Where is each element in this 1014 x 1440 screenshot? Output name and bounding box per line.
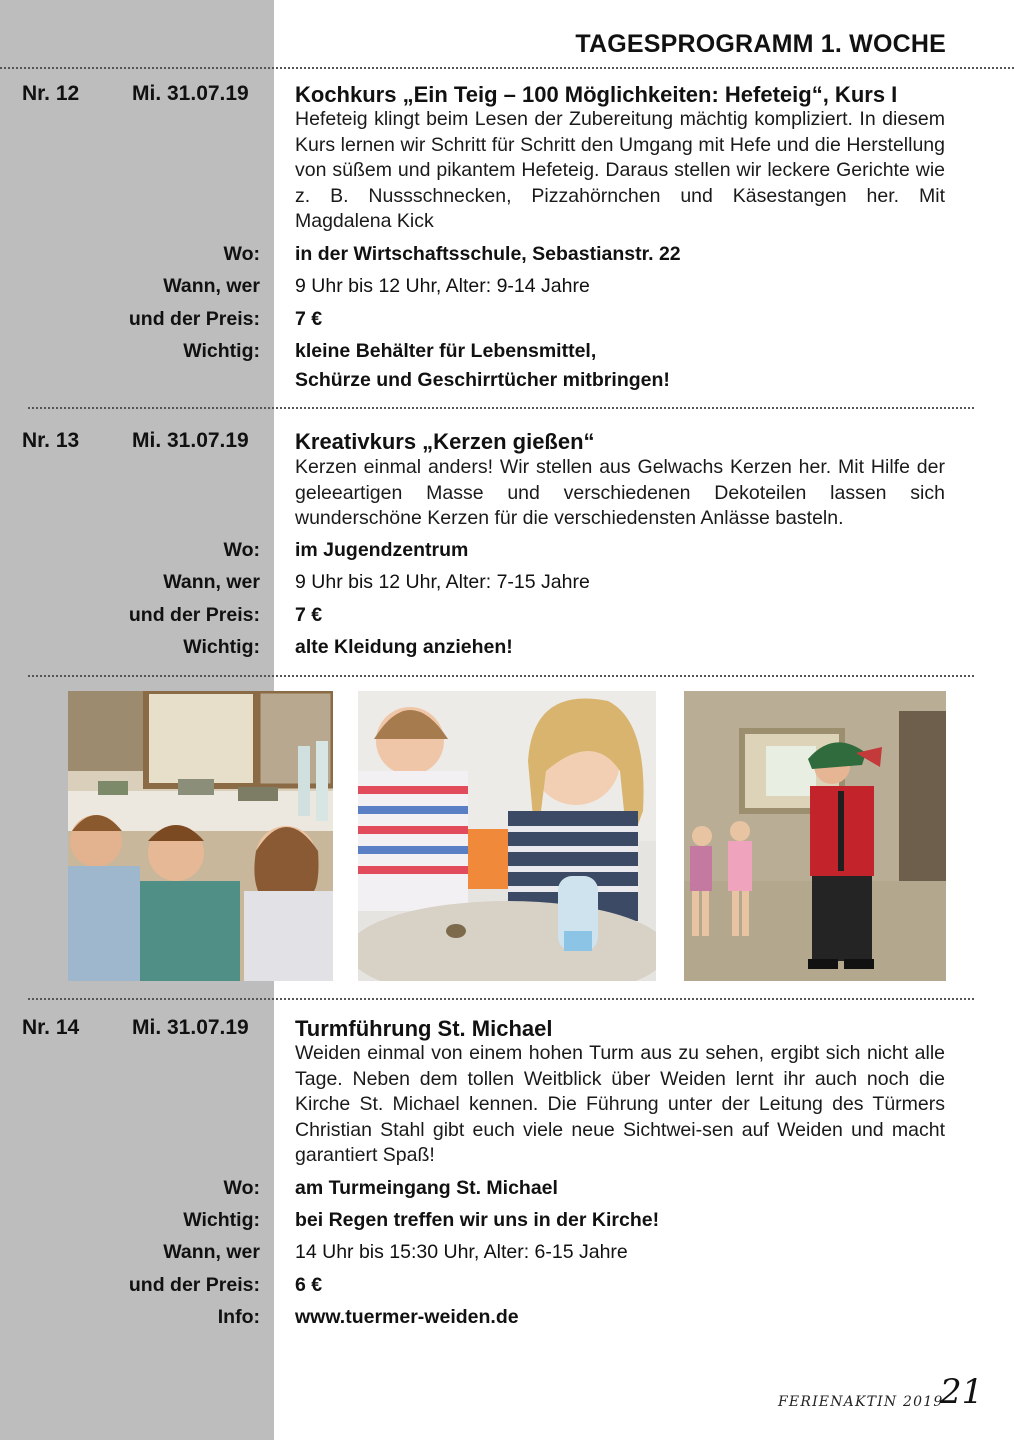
event-date: Mi. 31.07.19	[132, 429, 249, 452]
label-time-age: Wann, wer	[163, 275, 260, 297]
label-time-age: Wann, wer	[163, 571, 260, 593]
event-number: Nr. 13	[22, 429, 80, 452]
value-important: alte Kleidung anziehen!	[295, 636, 513, 658]
footer-brand: FERIENAKTIN 2019	[778, 1394, 944, 1410]
label-important: Wichtig:	[183, 636, 260, 658]
label-location: Wo:	[223, 539, 260, 561]
value-important: kleine Behälter für Lebensmittel,	[295, 340, 597, 362]
value-price: 7 €	[295, 604, 323, 626]
label-important: Wichtig:	[183, 1209, 260, 1231]
event-number: Nr. 12	[22, 82, 80, 105]
label-important: Wichtig:	[183, 340, 260, 362]
label-location: Wo:	[223, 1177, 260, 1199]
label-time-age: Wann, wer	[163, 1241, 260, 1263]
event-title: Kochkurs „Ein Teig – 100 Möglichkeiten: Hefeteig“, Kurs I	[295, 82, 898, 107]
divider	[0, 67, 1014, 69]
divider	[28, 998, 974, 1000]
value-location: am Turmeingang St. Michael	[295, 1177, 558, 1199]
value-location: im Jugendzentrum	[295, 539, 469, 561]
divider	[28, 675, 974, 677]
event-date: Mi. 31.07.19	[132, 1016, 249, 1039]
label-price: und der Preis:	[128, 604, 260, 626]
value-time-age: 9 Uhr bis 12 Uhr, Alter: 9-14 Jahre	[295, 275, 590, 297]
event-number: Nr. 14	[22, 1016, 80, 1039]
event-description: Weiden einmal von einem hohen Turm aus zu sehen, ergibt sich nicht alle Tage. Neben dem tollen Weitblick über Weiden lernt ihr auch noch die Kirche St. Michael kennen. Die Führung unter der Leitung des Türmers Christian Stahl gibt euch viele neue Sichtwei-sen auf Weiden und macht garantiert Spaß!	[295, 1042, 945, 1166]
event-description: Kerzen einmal anders! Wir stellen aus Gelwachs Kerzen her. Mit Hilfe der geleeartigen Masse und verschiedenen Dekoteilen lassen sich wunderschöne Kerzen für die verschiedensten Anlässe basteln.	[295, 456, 945, 529]
event-description: Hefeteig klingt beim Lesen der Zubereitung mächtig kompliziert. In diesem Kurs lernen wir Schritt für Schritt den Umgang mit Hefe und die Herstellung von süßem und pikantem Hefeteig. Daraus stellen wir leckere Gerichte wie z. B. Nussschnecken, Pizzahörnchen und Käsestangen her. Mit Magdalena Kick	[295, 108, 945, 232]
divider	[28, 407, 974, 409]
label-price: und der Preis:	[128, 308, 260, 330]
photo-children-kitchen	[68, 691, 333, 981]
event-title: Kreativkurs „Kerzen gießen“	[295, 429, 595, 454]
value-important-line2: Schürze und Geschirrtücher mitbringen!	[295, 369, 670, 391]
value-location: in der Wirtschaftsschule, Sebastianstr. 22	[295, 243, 681, 265]
page-number: 21	[940, 1372, 984, 1412]
value-time-age: 14 Uhr bis 15:30 Uhr, Alter: 6-15 Jahre	[295, 1241, 628, 1263]
info-link[interactable]: www.tuermer-weiden.de	[295, 1306, 519, 1328]
event-date: Mi. 31.07.19	[132, 82, 249, 105]
label-info: Info:	[217, 1306, 260, 1328]
photo-tower-guide	[684, 691, 946, 981]
photo-girls-candle-craft	[358, 691, 656, 981]
page-title: TAGESPROGRAMM 1. WOCHE	[575, 30, 946, 58]
value-important: bei Regen treffen wir uns in der Kirche!	[295, 1209, 660, 1231]
value-price: 6 €	[295, 1274, 323, 1296]
value-time-age: 9 Uhr bis 12 Uhr, Alter: 7-15 Jahre	[295, 571, 590, 593]
label-price: und der Preis:	[128, 1274, 260, 1296]
event-title: Turmführung St. Michael	[295, 1016, 553, 1041]
value-price: 7 €	[295, 308, 323, 330]
label-location: Wo:	[223, 243, 260, 265]
